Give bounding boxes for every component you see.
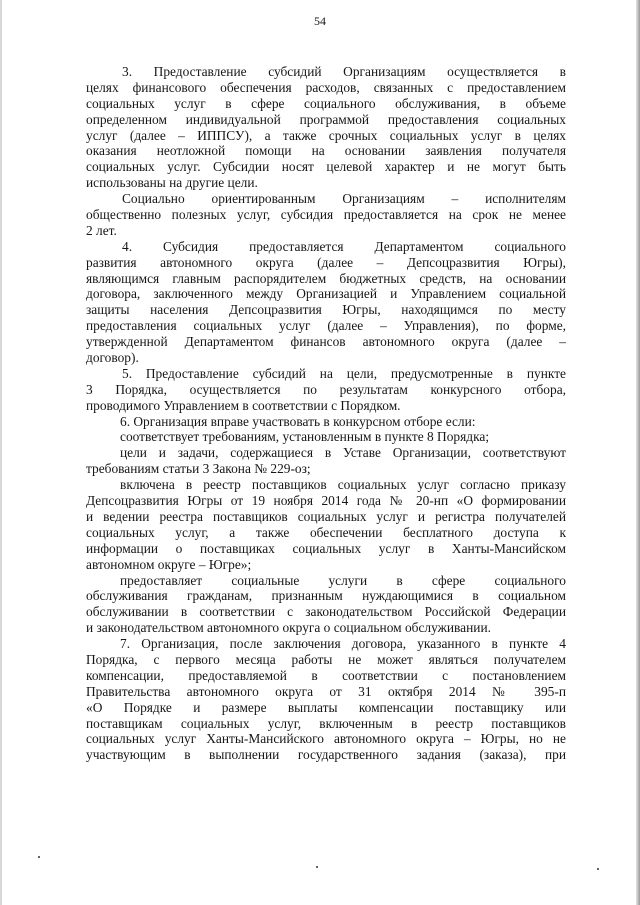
- text-line: предоставляет социальные услуги в сфере социального: [120, 572, 566, 588]
- text-line: 2 лет.: [86, 222, 117, 238]
- text-line: 3. Предоставление субсидий Организациям осуществляется в: [122, 64, 566, 79]
- text-line: 4. Субсидия предоставляется Департаментом социального: [122, 238, 566, 254]
- text-line: развития автономного округа (далее – Депсоцразвития Югры),: [86, 254, 566, 270]
- text-line: требованиям статьи 3 Закона № 229-оз;: [86, 461, 311, 477]
- text-line: и ведении реестра поставщиков социальных услуг и регистра получателей: [86, 508, 566, 524]
- text-line: социальных услуг, а также обеспечении бесплатного доступа к: [86, 524, 566, 540]
- paragraph-6-item-1: [86, 429, 566, 445]
- text-line: защиты населения Депсоцразвития Югры, находящимся по месту: [86, 302, 566, 318]
- text-line: общественно полезных услуг, субсидия предоставляется на срок не менее: [86, 207, 566, 223]
- scan-speck: [597, 868, 599, 870]
- paragraph-3-continued: [86, 191, 566, 239]
- scan-border-left: [0, 0, 2, 905]
- text-line: использованы на другие цели.: [86, 175, 258, 191]
- text-line: поставщикам социальных услуг, включенным в реестр поставщиков: [86, 715, 566, 731]
- paragraph-6: [86, 414, 566, 430]
- text-line: и законодательством автономного округа о социальном обслуживании.: [86, 620, 491, 636]
- text-line: автономном округе – Югре»;: [86, 556, 252, 572]
- text-line: информации о поставщиках социальных услуг в Ханты-Мансийском: [86, 540, 566, 556]
- text-line: Правительства автономного округа от 31 октября 2014 № 395-п: [86, 683, 566, 699]
- text-line: социальных услуг Ханты-Мансийского автономного округа – Югры, но не: [86, 731, 566, 747]
- text-line: договор).: [86, 350, 139, 366]
- text-line: Социально ориентированным Организациям – исполнителям: [122, 191, 566, 207]
- paragraph-5: [86, 366, 566, 414]
- text-line: «О Порядке и размере выплаты компенсации поставщику или: [86, 699, 566, 715]
- text-line: договора, заключенного между Организацией и Управлением социальной: [86, 286, 566, 302]
- paragraph-7: [86, 636, 566, 763]
- text-line: 7. Организация, после заключения договора, указанного в пункте 4: [120, 636, 566, 652]
- text-line: обслуживании в соответствии с законодательством Российской Федерации: [86, 604, 566, 620]
- scan-speck: [38, 856, 40, 858]
- text-line: являющимся главным распорядителем бюджетных средств, на основании: [86, 270, 566, 286]
- text-line: обслуживания гражданам, признанным нуждающимися в социальном: [86, 588, 566, 604]
- text-line: участвующим в выполнении государственного задания (заказа), при: [86, 747, 566, 763]
- text-line: услуг (далее – ИППСУ), а также срочных социальных услуг в целях: [86, 127, 566, 143]
- text-line: включена в реестр поставщиков социальных услуг согласно приказу: [120, 477, 566, 493]
- text-line: утвержденной Департаментом финансов автономного округа (далее –: [86, 334, 566, 350]
- text-line: целях финансового обеспечения расходов, связанных с предоставлением: [86, 79, 566, 95]
- text-line: 3 Порядка, осуществляется по результатам конкурсного отбора,: [86, 381, 566, 397]
- text-line: оказания неотложной помощи на основании заявления получателя: [86, 143, 566, 159]
- text-line: Депсоцразвития Югры от 19 ноября 2014 года № 20-нп «О формировании: [86, 493, 566, 509]
- text-line: 6. Организация вправе участвовать в конкурсном отборе если:: [120, 413, 476, 429]
- paragraph-3: [86, 64, 566, 191]
- paragraph-6-item-2: [86, 445, 566, 477]
- text-line: 5. Предоставление субсидий на цели, предусмотренные в пункте: [122, 365, 566, 381]
- paragraph-4: [86, 239, 566, 366]
- document-body: [86, 64, 566, 763]
- text-line: цели и задачи, содержащиеся в Уставе Организации, соответствуют: [120, 445, 566, 461]
- text-line: компенсации, предоставляемой в соответствии с постановлением: [86, 667, 566, 683]
- page-number: 54: [314, 14, 326, 28]
- text-line: проводимого Управлением в соответствии с Порядком.: [86, 397, 401, 413]
- scan-speck: [316, 866, 318, 868]
- text-line: определенном индивидуальной программой предоставления социальных: [86, 111, 566, 127]
- text-line: Порядка, с первого месяца работы не может являться получателем: [86, 651, 566, 667]
- text-line: социальных услуг. Субсидии носят целевой характер и не могут быть: [86, 159, 566, 175]
- text-line: соответствует требованиям, установленным в пункте 8 Порядка;: [120, 429, 490, 445]
- scan-border-right: [636, 0, 640, 905]
- paragraph-6-item-3: [86, 477, 566, 572]
- paragraph-6-item-4: [86, 573, 566, 637]
- text-line: социальных услуг в сфере социального обслуживания, в объеме: [86, 95, 566, 111]
- text-line: предоставления социальных услуг (далее – Управления), по форме,: [86, 318, 566, 334]
